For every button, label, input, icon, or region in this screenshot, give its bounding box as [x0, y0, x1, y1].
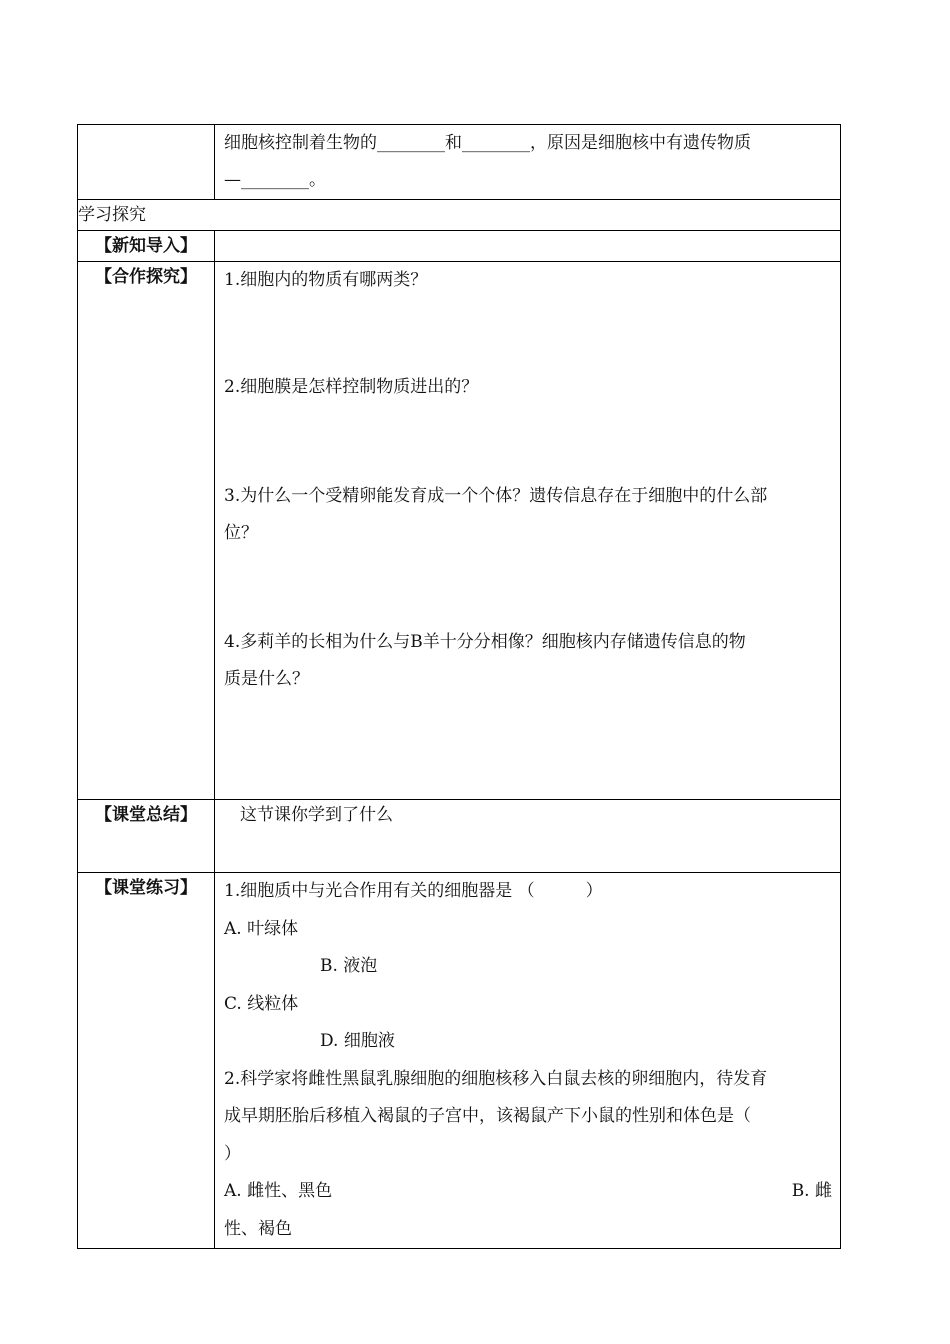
question-3-line-1: 3.为什么一个受精卵能发育成一个个体？遗传信息存在于细胞中的什么部	[224, 486, 768, 506]
summary-prompt: 这节课你学到了什么	[240, 805, 393, 825]
option-b: B. 液泡	[320, 956, 378, 976]
fill-blank-line-1: 细胞核控制着生物的________和________，原因是细胞核中有遗传物质	[224, 133, 751, 153]
empty-label-cell	[78, 125, 215, 200]
question-1: 1.细胞内的物质有哪两类？	[224, 270, 428, 290]
practice-label: 【课堂练习】	[78, 873, 215, 1249]
cooperative-content	[215, 262, 841, 800]
new-knowledge-label: 【新知导入】	[78, 231, 215, 262]
table-row	[78, 800, 841, 873]
summary-content	[215, 800, 841, 873]
practice-question-2-line-1: 2.科学家将雌性黑鼠乳腺细胞的细胞核移入白鼠去核的卵细胞内，待发育	[224, 1068, 768, 1089]
option-d: D. 细胞液	[320, 1031, 395, 1051]
table-row	[78, 200, 841, 231]
table-row	[78, 125, 841, 200]
table-row	[78, 231, 841, 262]
summary-label: 【课堂总结】	[78, 800, 215, 873]
cooperative-label: 【合作探究】	[78, 262, 215, 800]
table-row	[78, 873, 841, 1249]
q2-option-a: A. 雌性、黑色	[224, 1181, 333, 1201]
practice-content	[215, 873, 841, 1249]
q2-option-b-start: B. 雌	[791, 1181, 832, 1201]
q2-option-b-end: 性、褐色	[224, 1218, 292, 1239]
practice-question-2-line-2: 成早期胚胎后移植入褐鼠的子宫中，该褐鼠产下小鼠的性别和体色是（	[224, 1106, 751, 1126]
practice-question-2-line-3: ）	[224, 1143, 241, 1164]
question-4-line-2: 质是什么？	[224, 669, 309, 689]
content-cell	[215, 125, 841, 200]
lesson-table	[77, 124, 841, 1249]
question-4-line-1: 4.多莉羊的长相为什么与B羊十分分相像？细胞核内存储遗传信息的物	[224, 632, 746, 652]
table-row	[78, 262, 841, 800]
practice-question-1: 1.细胞质中与光合作用有关的细胞器是 （ ）	[224, 881, 603, 901]
question-3-line-2: 位？	[224, 523, 258, 543]
option-c: C. 线粒体	[224, 993, 299, 1014]
fill-blank-line-2: —________。	[224, 170, 326, 190]
section-heading: 学习探究	[78, 200, 841, 231]
q2-options-ab	[224, 1173, 832, 1211]
question-2: 2.细胞膜是怎样控制物质进出的？	[224, 377, 479, 397]
option-a: A. 叶绿体	[224, 918, 299, 939]
new-knowledge-content	[215, 231, 841, 262]
